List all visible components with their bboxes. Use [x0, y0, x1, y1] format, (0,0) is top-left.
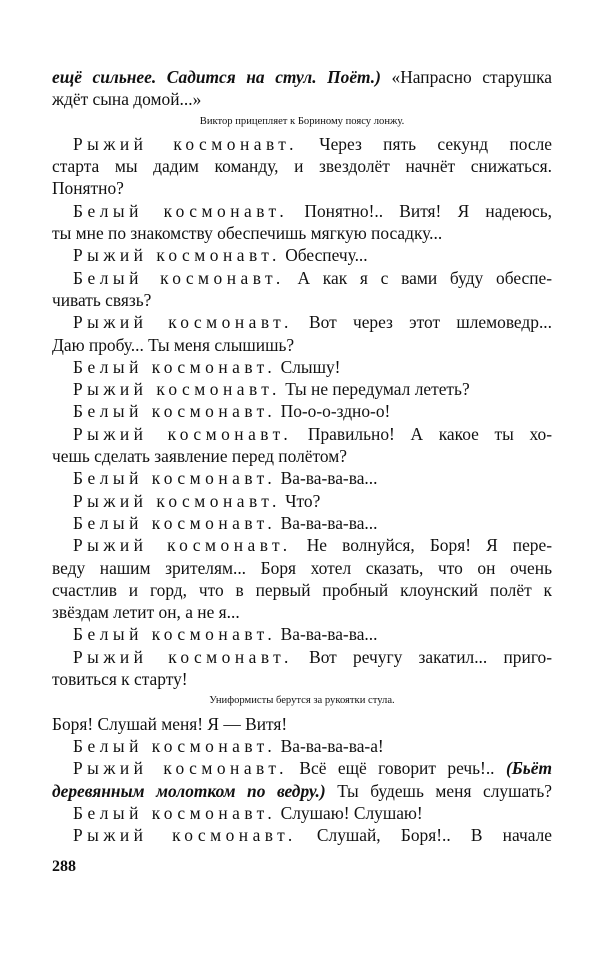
speaker-name: Рыжий космонавт. [73, 825, 297, 846]
line-text: Слушаю! Слушаю! [276, 802, 423, 823]
text-line [52, 200, 552, 222]
line-text: Всё ещё говорит речь!.. [287, 758, 506, 779]
line-text: Ты будешь меня слушать? [325, 780, 552, 801]
line-text: Слушай, Боря!.. В начале [296, 825, 553, 846]
line-text: Боря! Слушай меня! Я — Витя! [52, 713, 288, 734]
speaker-name: Рыжий космонавт. [73, 646, 293, 667]
text-line [52, 267, 552, 289]
line-text: старта мы дадим команду, и звездолёт начнёт снижаться. [52, 156, 552, 177]
line-text: Ва-ва-ва-ва... [276, 468, 378, 489]
line-text: Вот речугу закатил... приго- [292, 646, 552, 667]
text-line [52, 512, 552, 534]
text-line [52, 713, 552, 735]
line-text: Обеспечу... [280, 245, 368, 266]
text-line [52, 133, 552, 155]
text-line [52, 400, 552, 422]
text-line [52, 534, 552, 556]
text-line [52, 780, 552, 802]
stage-direction [52, 690, 552, 712]
text-line [52, 467, 552, 489]
text-body [52, 66, 552, 846]
stage-remark: (Бьёт [505, 758, 552, 779]
line-text: Понятно!.. Витя! Я надеюсь, [288, 200, 552, 221]
text-line [52, 668, 552, 690]
line-text: веду нашим зрителям... Боря хотел сказать, что он очень [52, 557, 552, 578]
text-line [52, 490, 552, 512]
speaker-name: Белый космонавт. [73, 512, 277, 533]
text-line [52, 601, 552, 623]
line-text: Вот через этот шлемоведр... [292, 312, 553, 333]
line-text: товиться к старту! [52, 669, 188, 690]
line-text: Правильно! А какое ты хо- [292, 423, 553, 444]
speaker-name: Белый космонавт. [73, 802, 277, 823]
speaker-name: Белый космонавт. [73, 267, 285, 288]
speaker-name: Рыжий космонавт. [73, 133, 298, 154]
text-line [52, 802, 552, 824]
speaker-name: Белый космонавт. [73, 401, 277, 422]
line-text: Даю пробу... Ты меня слышишь? [52, 334, 295, 355]
text-line [52, 244, 552, 266]
speaker-name: Рыжий космонавт. [73, 758, 288, 779]
line-text: По-о-о-здно-о! [276, 401, 391, 422]
line-text: Что? [280, 490, 321, 511]
stage-remark: ещё сильнее. Садится на стул. Поёт.) [52, 67, 381, 87]
line-text: звёздам летит он, а не я... [52, 602, 240, 623]
speaker-name: Белый космонавт. [73, 356, 277, 377]
text-line [52, 334, 552, 356]
text-line [52, 378, 552, 400]
speaker-name: Белый космонавт. [73, 624, 277, 645]
line-text: Ва-ва-ва-ва... [276, 512, 378, 533]
text-line [52, 289, 552, 311]
line-text: чивать связь? [52, 289, 152, 310]
line-text: ты мне по знакомству обеспечишь мягкую посадку... [52, 223, 443, 244]
line-text: Виктор прицепляет к Бориному поясу лонжу. [199, 115, 405, 127]
line-text: Понятно? [52, 178, 124, 199]
speaker-name: Рыжий космонавт. [73, 423, 293, 444]
text-line [52, 356, 552, 378]
text-line [52, 757, 552, 779]
line-text: Ва-ва-ва-ва-а! [276, 735, 384, 756]
text-line [52, 177, 552, 199]
line-text: Униформисты берутся за рукоятки стула. [209, 695, 395, 707]
speaker-name: Рыжий космонавт. [73, 312, 293, 333]
speaker-name: Рыжий космонавт. [73, 379, 281, 400]
speaker-name: Белый космонавт. [73, 200, 289, 221]
text-line [52, 88, 552, 110]
line-text: Ты не передумал лететь? [280, 379, 470, 400]
text-line [52, 646, 552, 668]
speaker-name: Белый космонавт. [73, 468, 277, 489]
line-text: счастлив и горд, что в первый пробный клоунский полёт к [52, 579, 552, 600]
line-text: Ва-ва-ва-ва... [276, 624, 378, 645]
line-text: Слышу! [276, 356, 341, 377]
page-number: 288 [52, 858, 76, 875]
text-line [52, 623, 552, 645]
line-text: чешь сделать заявление перед полётом? [52, 446, 347, 467]
line-text: Не волнуйся, Боря! Я пере- [291, 535, 553, 556]
stage-direction [52, 111, 552, 133]
line-text: А как я с вами буду обеспе- [284, 267, 553, 288]
text-line [52, 579, 552, 601]
speaker-name: Рыжий космонавт. [73, 245, 281, 266]
text-line [52, 222, 552, 244]
text-line [52, 155, 552, 177]
text-line [52, 824, 552, 846]
stage-remark: деревянным молотком по ведру.) [52, 780, 326, 801]
text-line [52, 423, 552, 445]
line-text: «Напрасно старушка [380, 67, 553, 87]
text-line [52, 445, 552, 467]
text-line [52, 735, 552, 757]
text-line [52, 557, 552, 579]
line-text: Через пять секунд после [297, 133, 553, 154]
text-line [52, 311, 552, 333]
text-line [52, 66, 552, 88]
speaker-name: Рыжий космонавт. [73, 535, 292, 556]
speaker-name: Белый космонавт. [73, 735, 277, 756]
line-text: ждёт сына домой...» [52, 89, 202, 110]
speaker-name: Рыжий космонавт. [73, 490, 281, 511]
